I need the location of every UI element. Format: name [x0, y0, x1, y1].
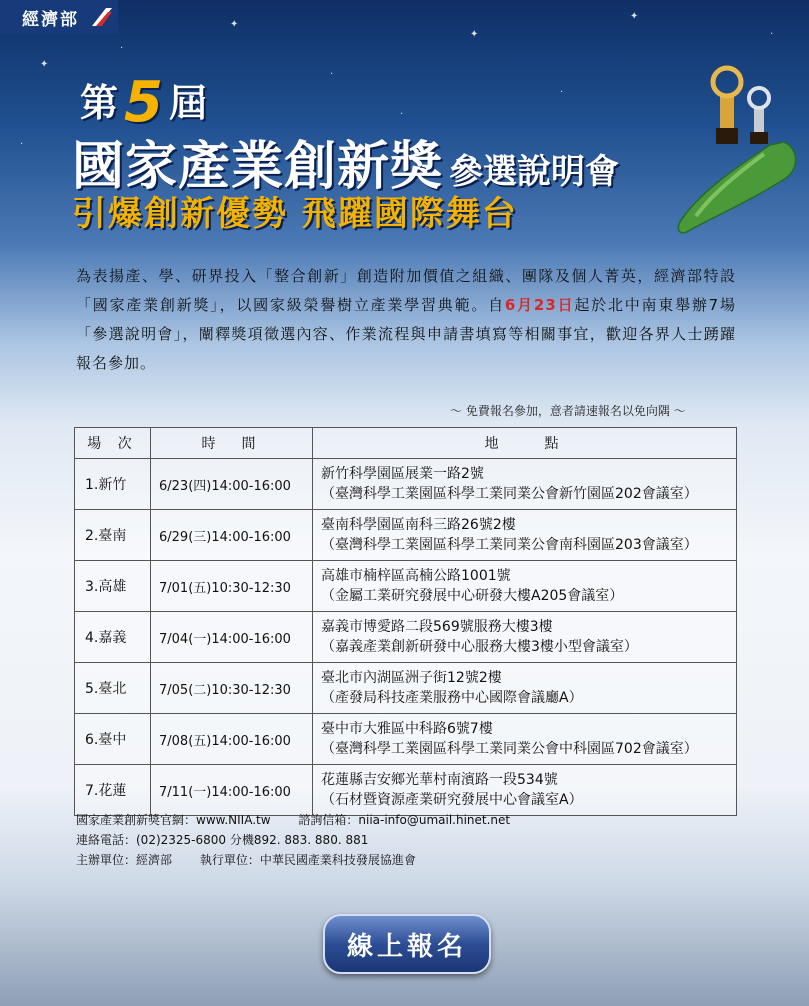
star-decoration: ✦ — [630, 11, 639, 22]
venue-text: （臺灣科學工業園區科學工業同業公會南科園區203會議室） — [321, 537, 698, 553]
location-cell — [313, 459, 737, 510]
ministry-name: 經濟部 — [22, 9, 79, 30]
location-cell — [313, 714, 737, 765]
email-link[interactable]: 諮詢信箱：niia-info@umail.hinet.net — [298, 813, 511, 827]
registration-note: ～ 免費報名參加，意者請速報名以免向隅 ～ — [450, 404, 686, 418]
star-decoration: · — [770, 29, 774, 40]
address-text: 臺中市大雅區中科路6號7樓 — [321, 721, 493, 737]
session-cell: 6.臺中 — [75, 714, 151, 765]
time-cell: 7/08(五)14:00-16:00 — [151, 714, 313, 765]
ministry-logo-icon — [90, 6, 114, 28]
table-row — [75, 459, 737, 510]
star-decoration: · — [400, 109, 404, 120]
title-number: 5 — [124, 70, 163, 135]
award-event: 參選說明會 — [449, 152, 620, 192]
trophy-taiwan-illustration — [660, 50, 809, 250]
venue-text: （臺灣科學工業園區科學工業同業公會中科園區702會議室） — [321, 741, 698, 757]
table-row — [75, 510, 737, 561]
column-header-session: 場 次 — [75, 428, 151, 459]
footer-row — [76, 850, 534, 870]
table-header-row — [75, 428, 737, 459]
executor-text: 執行單位：中華民國產業科技發展協進會 — [199, 853, 416, 867]
venue-text: （嘉義產業創新研發中心服務大樓3樓小型會議室） — [321, 639, 638, 655]
session-cell: 1.新竹 — [75, 459, 151, 510]
column-header-location: 地 點 — [313, 428, 737, 459]
venue-text: （產發局科技產業服務中心國際會議廳A） — [321, 690, 583, 706]
star-decoration: ✦ — [40, 59, 49, 70]
ministry-badge — [0, 0, 118, 34]
table-row — [75, 561, 737, 612]
intro-paragraph — [76, 262, 736, 378]
table-row — [75, 663, 737, 714]
star-decoration: · — [330, 69, 334, 80]
venue-text: （石材暨資源產業研究發展中心會議室A） — [321, 792, 583, 808]
column-header-time: 時 間 — [151, 428, 313, 459]
website-link[interactable]: 國家產業創新獎官網：www.NIIA.tw — [76, 813, 271, 827]
title-suffix: 屆 — [168, 81, 207, 125]
venue-text: （金屬工業研究發展中心研發大樓A205會議室） — [321, 588, 624, 604]
star-decoration: ✦ — [470, 29, 479, 40]
time-cell: 6/23(四)14:00-16:00 — [151, 459, 313, 510]
star-decoration: ✦ — [230, 19, 239, 30]
location-cell — [313, 561, 737, 612]
star-decoration: · — [20, 139, 24, 150]
online-registration-button[interactable]: 線上報名 — [323, 914, 491, 974]
table-row — [75, 765, 737, 816]
footer-row — [76, 830, 534, 850]
phone-text: 連絡電話：(02)2325-6800 分機892. 883. 880. 881 — [76, 833, 369, 847]
location-cell — [313, 765, 737, 816]
slogan: 引爆創新優勢 飛躍國際舞台 — [72, 194, 518, 234]
address-text: 高雄市楠梓區高楠公路1001號 — [321, 568, 511, 584]
organizer-text: 主辦單位：經濟部 — [76, 853, 173, 867]
session-cell: 4.嘉義 — [75, 612, 151, 663]
title-prefix: 第 — [80, 81, 119, 125]
session-cell: 7.花蓮 — [75, 765, 151, 816]
location-cell — [313, 510, 737, 561]
footer-row — [76, 810, 534, 830]
address-text: 臺北市內湖區洲子街12號2樓 — [321, 670, 502, 686]
intro-text: 為表揚產、學、研界投入「整合創新」創造附加價值之組織、團隊及個人菁英，經濟部特設「國家產業創新獎」，以國家級榮譽樹立產業學習典範。自 — [76, 267, 736, 314]
contact-footer — [76, 810, 534, 870]
address-text: 新竹科學園區展業一路2號 — [321, 466, 484, 482]
time-cell: 7/04(一)14:00-16:00 — [151, 612, 313, 663]
session-table — [74, 427, 737, 816]
address-text: 嘉義市博愛路二段569號服務大樓3樓 — [321, 619, 553, 635]
table-row — [75, 714, 737, 765]
address-text: 花蓮縣吉安鄉光華村南濱路一段534號 — [321, 772, 558, 788]
table-row — [75, 612, 737, 663]
session-cell: 5.臺北 — [75, 663, 151, 714]
location-cell — [313, 663, 737, 714]
star-decoration: · — [560, 87, 564, 98]
edition-title — [80, 70, 207, 135]
session-cell: 3.高雄 — [75, 561, 151, 612]
location-cell — [313, 612, 737, 663]
time-cell: 7/05(二)10:30-12:30 — [151, 663, 313, 714]
intro-date-highlight: 6月23日 — [504, 296, 575, 314]
address-text: 臺南科學園區南科三路26號2樓 — [321, 517, 516, 533]
time-cell: 7/01(五)10:30-12:30 — [151, 561, 313, 612]
time-cell: 7/11(一)14:00-16:00 — [151, 765, 313, 816]
time-cell: 6/29(三)14:00-16:00 — [151, 510, 313, 561]
venue-text: （臺灣科學工業園區科學工業同業公會新竹園區202會議室） — [321, 486, 698, 502]
session-cell: 2.臺南 — [75, 510, 151, 561]
intro-text: 起於北中南東舉辦7場「參選說明會」，闡釋獎項徵選內容、作業流程與申請書填寫等相關事宜，歡迎各界人士踴躍報名參加。 — [76, 296, 736, 372]
star-decoration: · — [120, 43, 124, 54]
award-name: 國家產業創新獎 — [72, 137, 444, 197]
